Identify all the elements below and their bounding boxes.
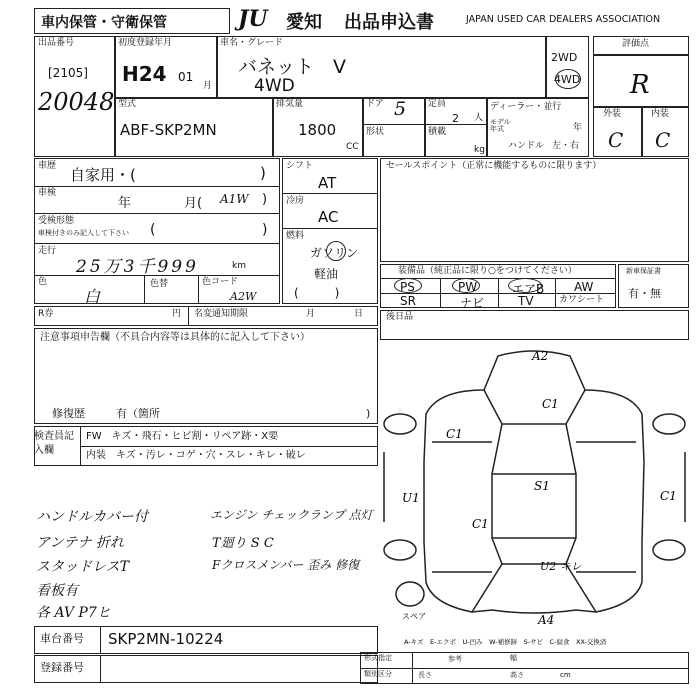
handle-options: 左・右: [552, 141, 580, 151]
capacity-label: 定員: [428, 99, 447, 109]
displacement-label: 排気量: [276, 99, 304, 109]
inspection-label: 車検: [38, 188, 57, 198]
inspection-month: 月(: [184, 196, 203, 211]
spare-tire: [396, 582, 424, 606]
note-left-5: 各 AV P7ヒ: [36, 605, 111, 621]
shift-label: シフト: [286, 161, 314, 171]
name-change-month: 月: [306, 309, 316, 319]
capacity-value: 2: [452, 112, 459, 125]
shift-value: AT: [318, 174, 337, 192]
score-label: 評価点: [622, 39, 650, 49]
history-label: 車歴: [38, 161, 57, 171]
spare-label: スペア: [402, 612, 426, 621]
diag-mark-1: A2: [532, 349, 549, 363]
receipt-label: 受検形態: [38, 216, 75, 226]
diag-mark-8: U2 キレ: [540, 560, 582, 573]
doors-value: 5: [394, 98, 407, 120]
repair-history-value: 有（箇所: [116, 407, 160, 420]
shape-label: 形状: [366, 127, 385, 137]
mileage-unit: km: [232, 261, 246, 271]
diagram-legend: A-キズ E-エクボ U-凹み W-補修跡 S-サビ C-腐食 XX-交換済: [404, 638, 607, 646]
registration-year: H24: [122, 62, 167, 86]
equip-ps: PS: [400, 280, 415, 294]
name-change-label: 名変通知期限: [194, 309, 249, 319]
damage-diagram: [380, 342, 689, 652]
width-label: 幅: [510, 654, 517, 662]
inspector-fw-row: FW キズ・飛石・ヒビ割・リペア跡・X要: [86, 431, 279, 442]
notes-label: 注意事項申告欄（不具合内容等は具体的に記入して下さい）: [40, 332, 310, 343]
note-left-2: アンテナ 折れ: [36, 535, 124, 551]
receipt-open: (: [150, 222, 156, 238]
interior-score: C: [655, 128, 671, 152]
designation-label: 形式指定: [364, 654, 392, 662]
type-code: ABF-SKP2MN: [120, 121, 217, 139]
fuel-other: ( ): [294, 286, 340, 300]
inspection-year: 年: [118, 196, 132, 211]
receipt-close: ): [262, 222, 268, 238]
diag-mark-5: U1: [402, 491, 420, 505]
fuel-gas: ガソリン: [310, 246, 359, 260]
diag-mark-6: C1: [660, 489, 677, 503]
displacement-value: 1800: [298, 121, 337, 139]
fuel-label: 燃料: [286, 231, 305, 241]
load-label: 積載: [428, 127, 447, 137]
roof-outline: [492, 424, 576, 564]
equip-ps-circle: [394, 278, 422, 293]
drive-4wd: 4WD: [554, 73, 581, 86]
equip-navi: ナビ: [460, 296, 485, 310]
equip-pw-circle: [452, 278, 480, 293]
handle-label: ハンドル: [508, 141, 545, 151]
equip-kawa-seat: カワシート: [559, 295, 605, 305]
r-ticket-label: R券: [38, 309, 54, 319]
lot-sub-code: [2105]: [48, 66, 88, 80]
note-right-1: エンジン チェックランプ 点灯: [210, 508, 373, 522]
inspection-close: ): [262, 192, 268, 207]
org-english-name: JAPAN USED CAR DEALERS ASSOCIATION: [466, 14, 661, 25]
inspector-label: 検査員記入欄: [34, 431, 74, 456]
equip-aw: AW: [574, 280, 594, 294]
document-title: 出品申込書: [344, 12, 434, 33]
ac-value: AC: [318, 208, 339, 226]
exterior-label: 外装: [603, 109, 622, 119]
equipment-label: 装備品（純正品に限り○をつけてください）: [398, 266, 577, 276]
doors-label: ドア: [366, 99, 384, 109]
diag-mark-2: C1: [542, 397, 559, 411]
history-value: 自家用・(: [70, 166, 136, 184]
color-code-label: 色コード: [202, 277, 239, 287]
after-input-block: [380, 310, 689, 340]
reg-number-label: 登録番号: [40, 661, 84, 674]
chassis-label: 車台番号: [40, 632, 84, 645]
note-left-1: ハンドルカバー付: [36, 509, 148, 525]
model-year-label: モデル年式: [490, 118, 511, 134]
equip-sr: SR: [400, 294, 416, 308]
color-value: 白: [84, 287, 101, 306]
score-value: R: [630, 70, 650, 100]
first-registration-label: 初度登録年月: [118, 38, 173, 48]
after-input-label: 後日品: [386, 312, 414, 322]
repair-history-label: 修復歴: [52, 407, 85, 420]
org-name: 愛知: [286, 12, 322, 33]
height-label: 高さ: [510, 671, 524, 679]
chassis-number: SKP2MN-10224: [108, 630, 224, 648]
history-close: ): [260, 164, 266, 182]
dealer-label: ディーラー・並行: [490, 102, 562, 112]
color-label: 色: [38, 277, 48, 287]
diag-mark-7: C1: [472, 517, 489, 531]
storage-label: 車内保管・守衛保管: [41, 15, 167, 31]
displacement-unit: CC: [346, 142, 359, 152]
diag-mark-3: C1: [446, 427, 463, 441]
diag-mark-4: S1: [534, 479, 550, 493]
receipt-note: 車検付きのみ記入して下さい: [38, 229, 129, 237]
inspection-status: A1W: [220, 192, 249, 206]
lot-number-label: 出品番号: [38, 38, 75, 48]
note-left-3: スタッドレスT: [36, 559, 129, 575]
color-change-label: 色替: [150, 279, 169, 289]
model-grade: 4WD: [254, 76, 295, 96]
sales-point-block: [380, 158, 689, 262]
model-grade-label: 車名・グレード: [220, 38, 284, 48]
equip-pw: PW: [458, 280, 478, 294]
ac-label: 冷房: [286, 196, 305, 206]
warranty-label: 新車保証書: [626, 267, 661, 275]
fuel-diesel: 軽油: [314, 267, 339, 281]
note-right-3: Fクロスメンバー 歪み 修復: [212, 558, 360, 572]
lot-number: 20048: [38, 88, 115, 116]
mileage-label: 走行: [38, 246, 57, 256]
model-name: バネット V: [238, 56, 346, 78]
capacity-unit: 人: [474, 113, 484, 123]
designation-ref: 参考: [448, 655, 462, 663]
diag-mark-9: A4: [538, 613, 555, 627]
equip-airbag-circle: [508, 278, 542, 293]
fuel-selected-circle: [326, 241, 346, 261]
reg-number-block: [34, 655, 378, 683]
note-left-4: 看板有: [36, 583, 78, 599]
registration-month-suffix: 月: [203, 81, 213, 91]
name-change-day: 日: [354, 309, 364, 319]
equip-airbag: エアB: [512, 282, 545, 296]
storage-label-box: [34, 8, 230, 34]
note-right-2: T廻り S C: [212, 536, 274, 551]
category-label: 類別区分: [364, 670, 392, 678]
color-code-value: A2W: [230, 290, 257, 303]
load-unit: kg: [474, 145, 485, 155]
inspector-interior-row: 内装 キズ・汚レ・コゲ・穴・スレ・キレ・破レ: [86, 450, 306, 461]
mileage-value: 25万3千999: [76, 257, 199, 277]
warranty-value: 有・無: [628, 287, 661, 300]
drive-2wd: 2WD: [551, 51, 578, 64]
equip-tv: TV: [518, 294, 534, 308]
repair-history-close: ): [366, 407, 371, 420]
ju-logo: JU: [238, 6, 268, 32]
dims-unit: cm: [560, 671, 571, 679]
interior-label: 内装: [651, 109, 670, 119]
registration-month: 01: [178, 70, 194, 84]
exterior-score: C: [608, 128, 624, 152]
r-ticket-unit: 円: [172, 309, 182, 319]
length-label: 長さ: [418, 671, 432, 679]
model-year-suffix: 年: [573, 123, 583, 133]
type-code-label: 型式: [118, 99, 137, 109]
sales-point-label: セールスポイント（正常に機能するものに限ります）: [386, 161, 602, 171]
